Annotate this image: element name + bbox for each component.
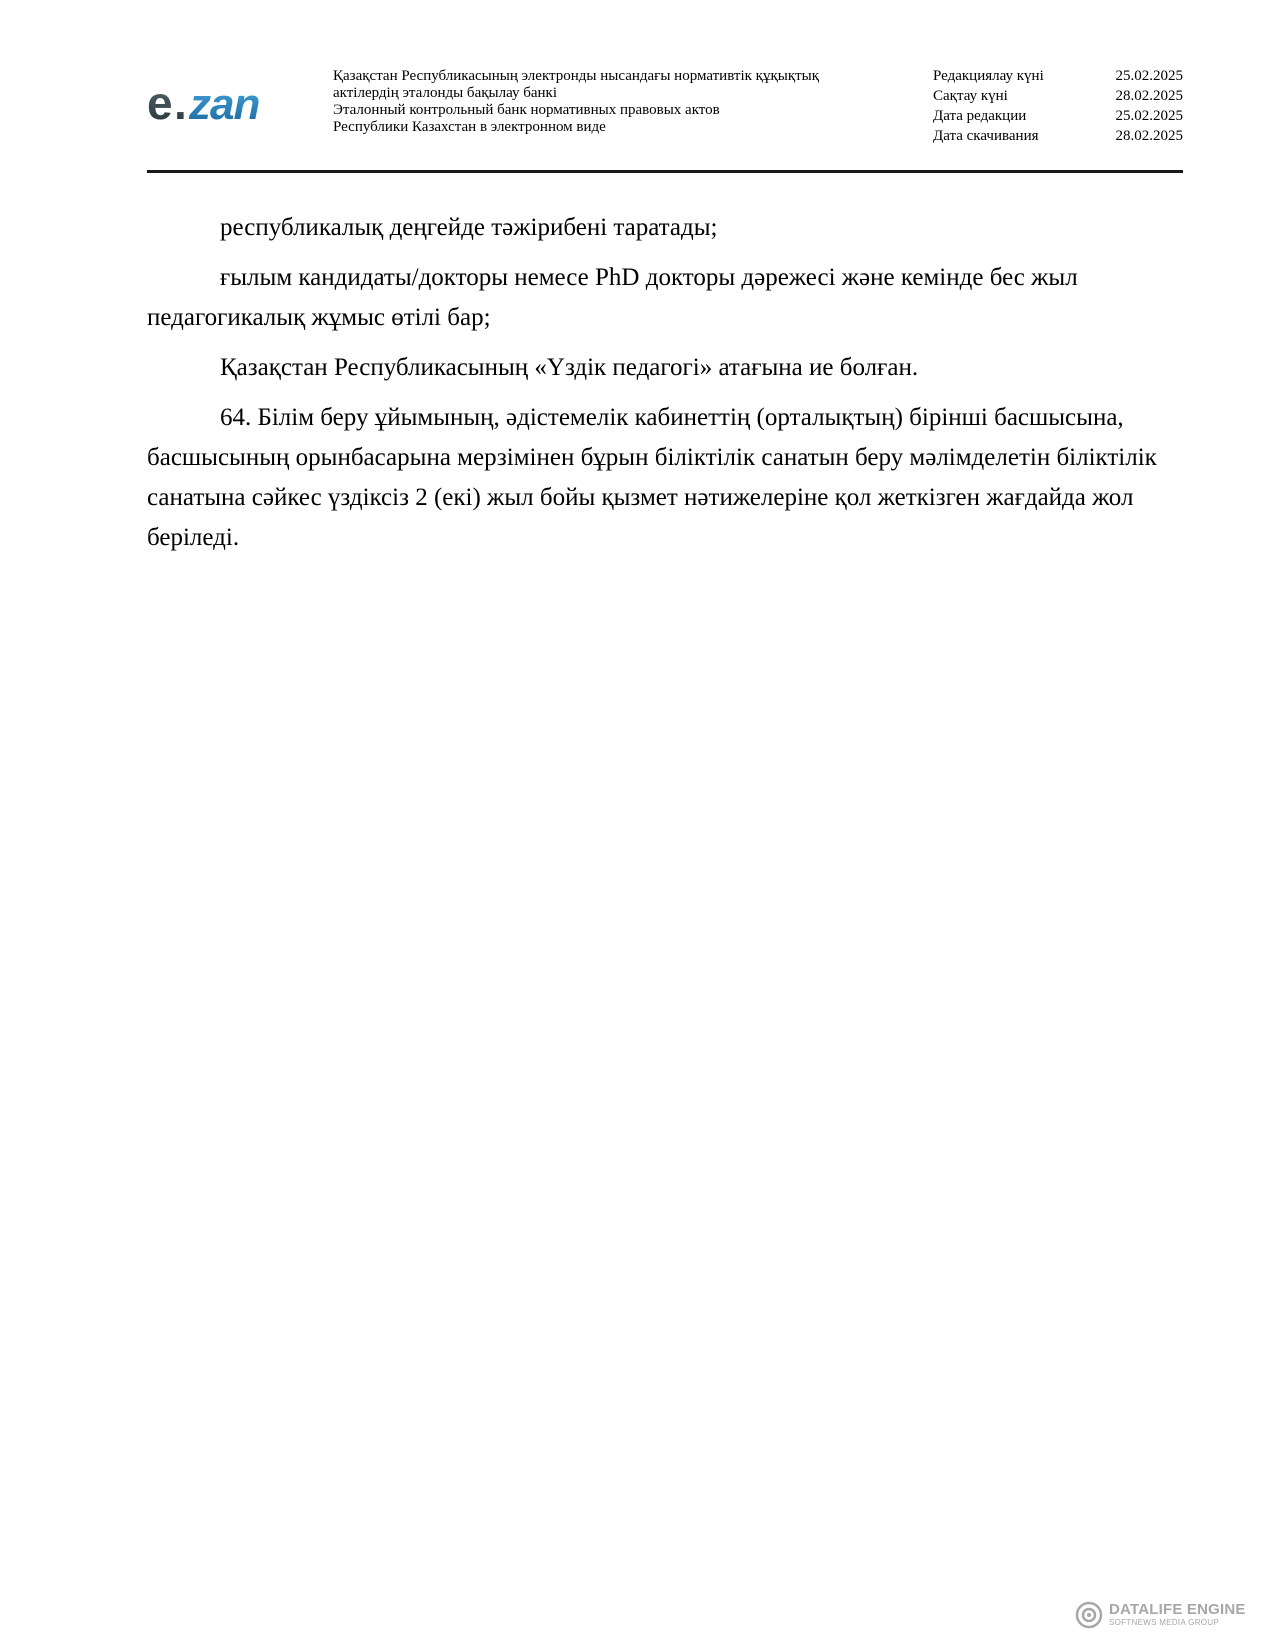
save-date-kz-row <box>933 86 1183 106</box>
paragraph: республикалық деңгейде тәжірибені таратады; <box>220 214 718 241</box>
watermark-title: DATALIFE ENGINE <box>1109 1601 1246 1618</box>
paragraph: 64. Білім беру ұйымының, әдістемелік кабинеттің (орталықтың) бірінші басшысына, басшысының орынбасарына мерзімінен бұрын біліктілік санатын беру мәлімделетін біліктілік санатына сәйкес үздіксіз 2 (екі) жыл бойы қызмет нәтижелеріне қол жеткізген жағдайда жол беріледі. <box>147 404 1157 551</box>
ezan-logo-mark <box>147 81 287 127</box>
datalife-watermark <box>1075 1598 1255 1632</box>
edit-date-kz-row <box>933 66 1183 86</box>
header-divider <box>147 170 1183 173</box>
meta-label: Сақтау күні <box>933 88 1008 104</box>
document-body <box>147 208 1177 568</box>
eye-icon <box>1075 1601 1103 1629</box>
svg-text:e: e <box>147 81 172 127</box>
document-header <box>147 62 1183 170</box>
paragraph: ғылым кандидаты/докторы немесе PhD докторы дәрежесі және кемінде бес жыл педагогикалық жұмыс өтілі бар; <box>147 264 1078 331</box>
ezan-logo <box>147 74 297 134</box>
source-description <box>333 68 893 136</box>
source-line: Республики Казахстан в электронном виде <box>333 119 606 135</box>
meta-value: 28.02.2025 <box>1115 88 1183 104</box>
source-line: актілердің эталонды бақылау банкі <box>333 85 557 101</box>
meta-value: 25.02.2025 <box>1115 108 1183 124</box>
meta-value: 28.02.2025 <box>1115 128 1183 144</box>
meta-value: 25.02.2025 <box>1115 68 1183 84</box>
download-date-ru-row <box>933 126 1183 146</box>
meta-label: Дата редакции <box>933 108 1027 124</box>
meta-label: Дата скачивания <box>933 128 1039 144</box>
source-line: Эталонный контрольный банк нормативных правовых актов <box>333 102 720 118</box>
meta-label: Редакциялау күні <box>933 68 1044 84</box>
paragraph: Қазақстан Республикасының «Үздік педагогі» атағына ие болған. <box>220 354 919 381</box>
svg-text:.: . <box>174 81 187 127</box>
source-line: Қазақстан Республикасының электронды нысандағы нормативтік құқықтық <box>333 68 820 84</box>
document-dates <box>933 66 1183 146</box>
svg-text:zan: zan <box>189 81 260 127</box>
watermark-subtitle: SOFTNEWS MEDIA GROUP <box>1109 1618 1220 1627</box>
edit-date-ru-row <box>933 106 1183 126</box>
